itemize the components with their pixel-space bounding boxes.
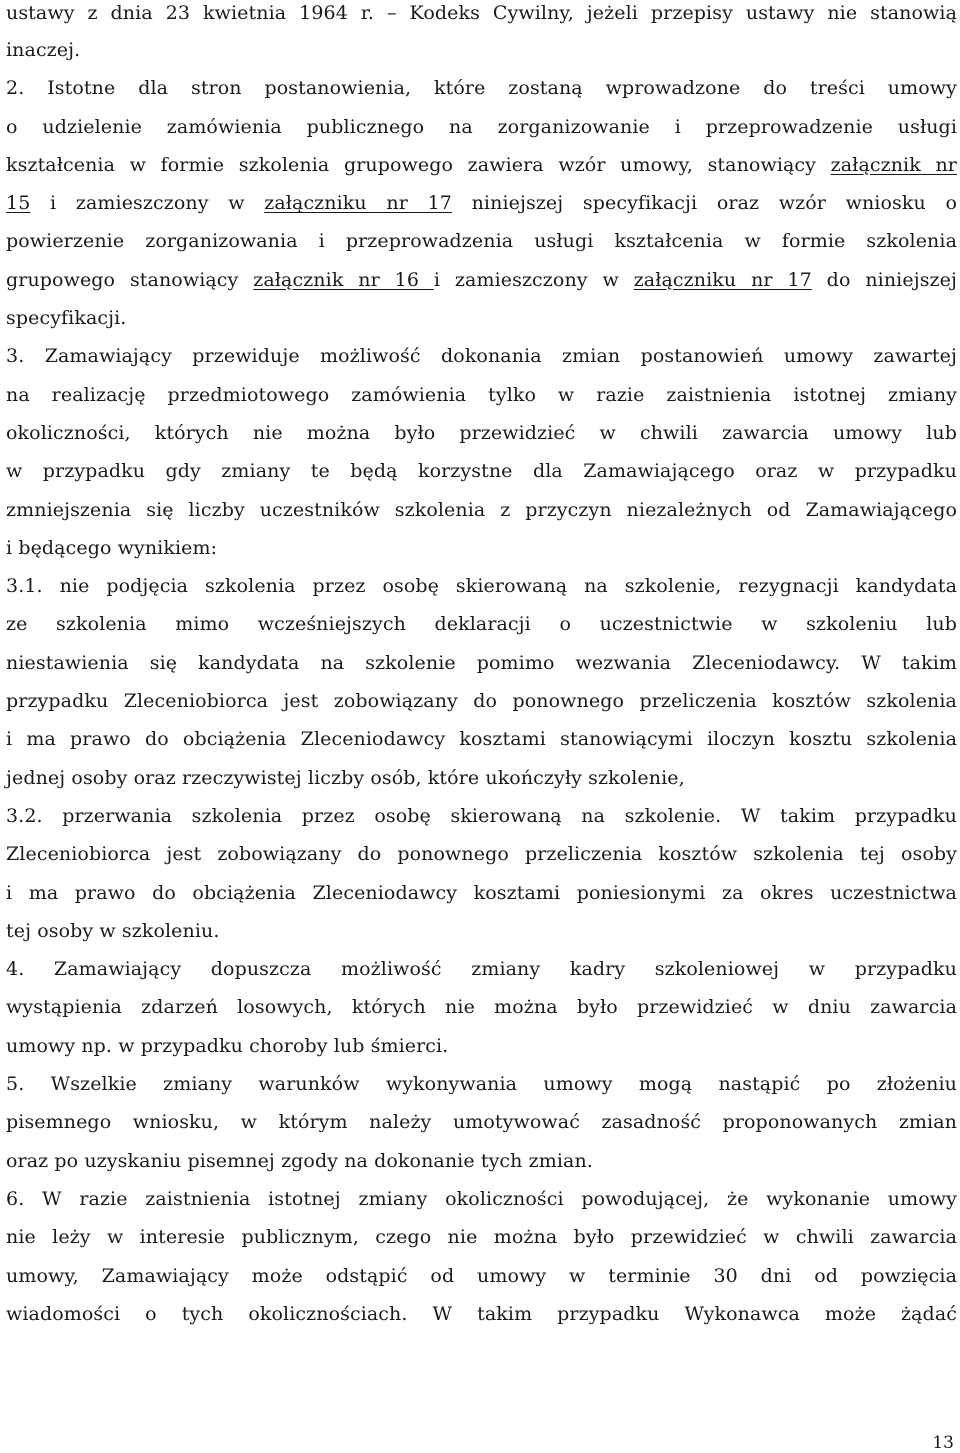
text-segment: w przypadku gdy zmiany te będą korzystne dla Zamawiającego oraz w przypadku xyxy=(6,460,957,483)
text-segment: 3. Zamawiający przewiduje możliwość dokonania zmian postanowień umowy zawartej xyxy=(6,345,957,368)
text-line xyxy=(6,376,957,414)
text-line xyxy=(6,414,957,452)
text-line xyxy=(6,644,957,682)
text-segment: 3.2. przerwania szkolenia przez osobę skierowaną na szkolenie. W takim przypadku xyxy=(6,804,957,827)
text-segment: niestawienia się kandydata na szkolenie pomimo wezwania Zleceniodawcy. W takim xyxy=(6,651,957,674)
text-line xyxy=(6,1065,957,1103)
underlined-reference: załącznik nr xyxy=(830,153,957,176)
text-segment: nie leży w interesie publicznym, czego nie można było przewidzieć w chwili zawarcia xyxy=(6,1226,957,1249)
text-line xyxy=(6,1218,957,1256)
text-segment: jednej osoby oraz rzeczywistej liczby osób, które ukończyły szkolenie, xyxy=(6,766,685,789)
text-segment: powierzenie zorganizowania i przeprowadzenia usługi kształcenia w formie szkolenia xyxy=(6,230,957,253)
text-line xyxy=(6,1180,957,1218)
text-segment: specyfikacji. xyxy=(6,307,127,330)
text-segment: oraz po uzyskaniu pisemnej zgody na dokonanie tych zmian. xyxy=(6,1149,593,1172)
text-line xyxy=(6,835,957,873)
text-line xyxy=(6,69,957,107)
underlined-reference: załączniku nr 17 xyxy=(633,268,812,291)
text-segment: wiadomości o tych okolicznościach. W takim przypadku Wykonawca może żądać xyxy=(6,1302,957,1325)
text-segment: i będącego wynikiem: xyxy=(6,536,218,559)
text-line xyxy=(6,452,957,490)
text-segment: 6. W razie zaistnienia istotnej zmiany okoliczności powodującej, że wykonanie umowy xyxy=(6,1187,957,1210)
text-segment: grupowego stanowiący xyxy=(6,268,254,291)
text-line xyxy=(6,720,957,758)
text-line xyxy=(6,797,957,835)
text-line xyxy=(6,146,957,184)
text-segment: kształcenia w formie szkolenia grupowego zawiera wzór umowy, stanowiący xyxy=(6,153,831,176)
text-line xyxy=(6,1142,957,1180)
text-line xyxy=(6,1295,957,1333)
text-line xyxy=(6,605,957,643)
underlined-reference: załącznik nr 16 xyxy=(253,268,434,291)
text-line xyxy=(6,1027,957,1065)
text-line xyxy=(6,567,957,605)
text-segment: Zleceniobiorca jest zobowiązany do ponownego przeliczenia kosztów szkolenia tej osoby xyxy=(6,843,957,866)
text-line xyxy=(6,337,957,375)
text-line xyxy=(6,759,957,797)
text-segment: o udzielenie zamówienia publicznego na zorganizowanie i przeprowadzenie usługi xyxy=(6,115,957,138)
text-segment: okoliczności, których nie można było przewidzieć w chwili zawarcia umowy lub xyxy=(6,421,957,444)
text-line xyxy=(6,222,957,260)
text-segment: i ma prawo do obciążenia Zleceniodawcy kosztami poniesionymi za okres uczestnictwa xyxy=(6,881,957,904)
text-segment: 4. Zamawiający dopuszcza możliwość zmiany kadry szkoleniowej w przypadku xyxy=(6,958,957,981)
text-line xyxy=(6,529,957,567)
text-line xyxy=(6,491,957,529)
text-line xyxy=(6,261,957,299)
text-segment: na realizację przedmiotowego zamówienia tylko w razie zaistnienia istotnej zmiany xyxy=(6,383,957,406)
text-segment: i zamieszczony w xyxy=(433,268,634,291)
text-segment: wystąpienia zdarzeń losowych, których nie można było przewidzieć w dniu zawarcia xyxy=(6,996,957,1019)
text-line xyxy=(6,31,957,69)
text-line xyxy=(6,0,957,31)
text-line xyxy=(6,184,957,222)
text-segment: zmniejszenia się liczby uczestników szkolenia z przyczyn niezależnych od Zamawiającego xyxy=(6,498,957,521)
text-segment: 3.1. nie podjęcia szkolenia przez osobę skierowaną na szkolenie, rezygnacji kandydata xyxy=(6,575,957,598)
text-segment: do niniejszej xyxy=(811,268,957,291)
text-segment: i ma prawo do obciążenia Zleceniodawcy kosztami stanowiącymi iloczyn kosztu szkolenia xyxy=(6,728,957,751)
text-line xyxy=(6,950,957,988)
text-segment: ustawy z dnia 23 kwietnia 1964 r. – Kodeks Cywilny, jeżeli przepisy ustawy nie stanowią xyxy=(6,2,957,24)
text-segment: umowy, Zamawiający może odstąpić od umowy w terminie 30 dni od powzięcia xyxy=(6,1264,957,1287)
text-segment: inaczej. xyxy=(6,39,81,61)
underlined-reference: 15 xyxy=(6,192,31,215)
text-segment: 2. Istotne dla stron postanowienia, które zostaną wprowadzone do treści umowy xyxy=(6,77,957,100)
text-segment: pisemnego wniosku, w którym należy umotywować zasadność proponowanych zmian xyxy=(6,1111,957,1134)
text-line xyxy=(6,988,957,1026)
text-line xyxy=(6,1103,957,1141)
text-segment: i zamieszczony w xyxy=(30,192,265,215)
text-line xyxy=(6,682,957,720)
text-segment: 5. Wszelkie zmiany warunków wykonywania umowy mogą nastąpić po złożeniu xyxy=(6,1073,957,1096)
text-line xyxy=(6,299,957,337)
text-line xyxy=(6,874,957,912)
text-line xyxy=(6,912,957,950)
text-segment: ze szkolenia mimo wcześniejszych deklaracji o uczestnictwie w szkoleniu lub xyxy=(6,613,957,636)
text-segment: przypadku Zleceniobiorca jest zobowiązany do ponownego przeliczenia kosztów szkolenia xyxy=(6,690,957,713)
text-segment: umowy np. w przypadku choroby lub śmierci. xyxy=(6,1034,449,1057)
document-body xyxy=(6,0,957,1333)
text-line xyxy=(6,1257,957,1295)
text-line xyxy=(6,108,957,146)
text-segment: niniejszej specyfikacji oraz wzór wniosku o xyxy=(451,192,957,215)
text-segment: tej osoby w szkoleniu. xyxy=(6,919,220,942)
underlined-reference: załączniku nr 17 xyxy=(264,192,452,215)
page-number: 13 xyxy=(932,1433,954,1453)
